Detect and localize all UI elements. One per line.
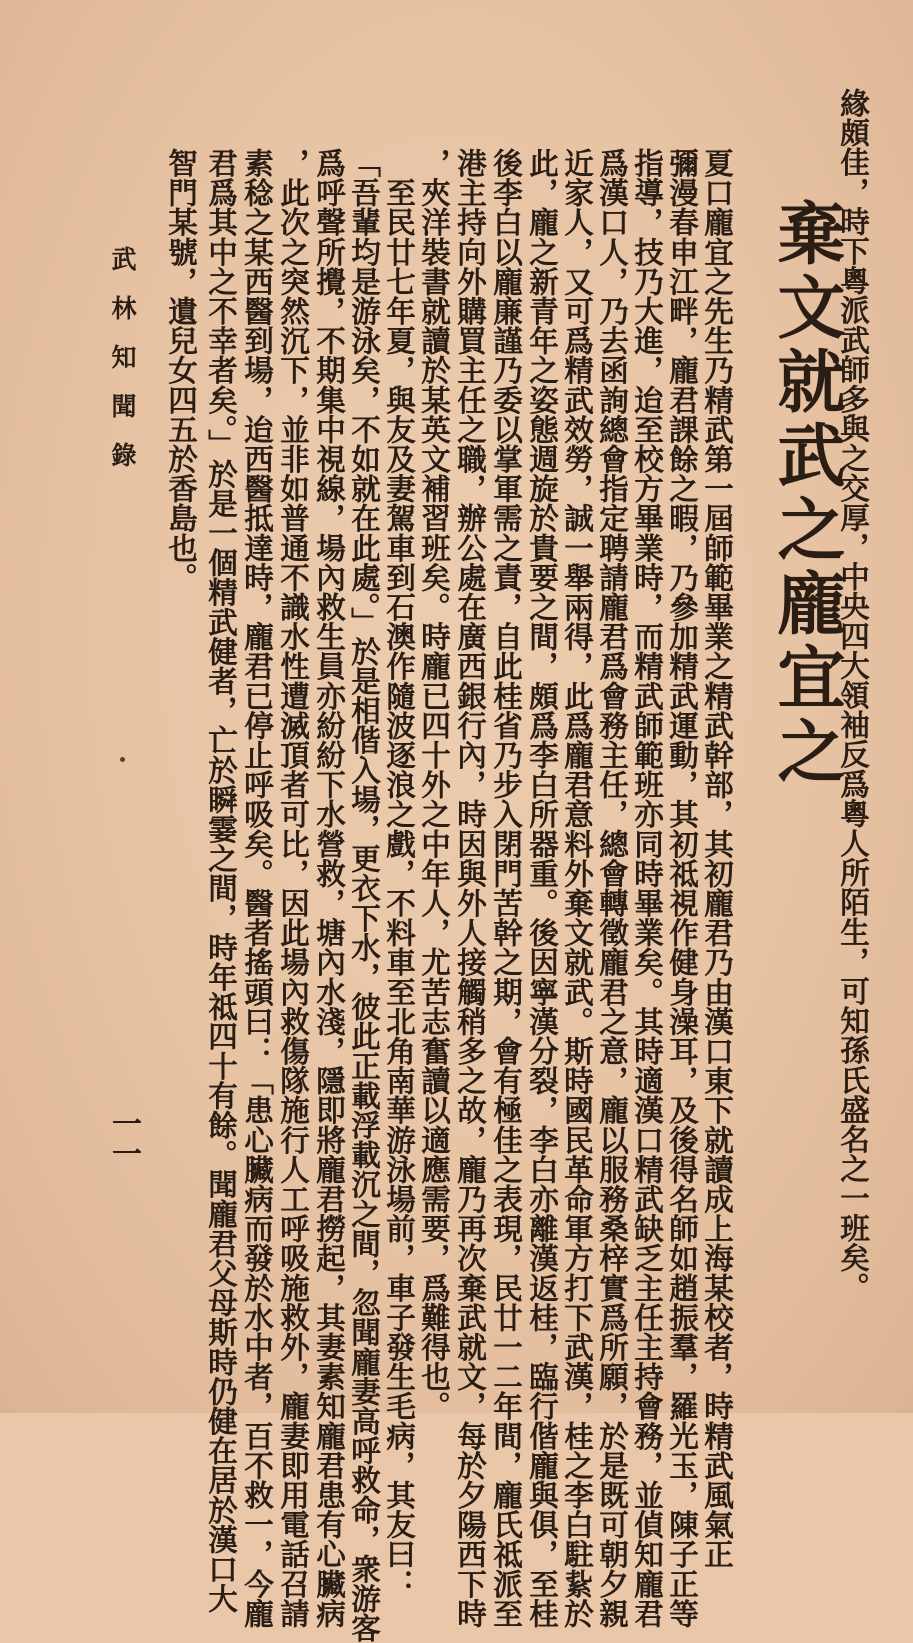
page-number: 一一 xyxy=(106,1108,141,1168)
text-column-5: 近家人，又可爲精武效勞，誠一舉兩得，此爲龐君意料外棄文就武。斯時國民革命軍方打下武漢，桂之李白駐紥於 xyxy=(560,148,595,1628)
text-column-2: 彌漫春申江畔，龐君課餘之暇，乃參加精武運動，其初祗視作健身澡耳，及後得名師如趙振羣，羅光玉，陳子正等 xyxy=(665,148,700,1628)
text-column-1: 夏口龐宜之先生乃精武第一屆師範畢業之精武幹部，其初龐君乃由漢口東下就讀成上海某校者，時精武風氣正 xyxy=(700,148,735,1569)
text-column-4: 爲漢口人，乃去函詢總會指定聘請龐君爲會務主任，總會轉徵龐君之意，龐以服務桑梓實爲所願，於是既可朝夕親 xyxy=(595,148,630,1628)
text-column-8: 港主持向外購買主任之職，辦公處在廣西銀行內，時因與外人接觸稍多之故，龐乃再次棄武就文，每於夕陽西下時 xyxy=(453,148,488,1628)
article-title: 棄文就武之龐宜之 xyxy=(766,198,846,790)
text-column-9: ，夾洋裝書就讀於某英文補習班矣。時龐已四十外之中年人，尤苦志奮讀以適應需要，爲難得也。 xyxy=(417,148,452,1421)
text-column-11: 「吾輩均是游泳矣，不如就在此處。」於是相偕入場，更衣下水，彼此正載浮載沉之間，忽聞龐妻高呼救命，衆游客 xyxy=(347,148,382,1643)
continued-text-column: 緣頗佳，時下粵派武師多與之交厚，中央四大領袖反爲粵人所陌生，可知孫氏盛名之一班矣。 xyxy=(836,88,871,1302)
text-column-7: 後李白以龐廉謹乃委以掌軍需之責，自此桂省乃步入閉門苦幹之期，會有極佳之表現，民廿一二年間，龐氏祗派至 xyxy=(489,148,524,1628)
running-title: 武林知聞錄 xyxy=(108,246,137,491)
text-column-10: 至民廿七年夏，與友及妻駕車到石澳作隨波逐浪之戲，不料車至北角南華游泳場前，車子發生毛病，其友曰： xyxy=(382,148,417,1599)
text-column-6: 此，龐之新青年之姿態週旋於貴要之間，頗爲李白所器重。後因寧漢分裂，李白亦離漢返桂，臨行偕龐與俱，至桂 xyxy=(525,148,560,1628)
ink-dot xyxy=(120,757,125,762)
text-column-15: 君爲其中之不幸者矣。」於是一個精武健者，亡於瞬霎之間，時年祗四十有餘。聞龐君父母斯時仍健在居於漢口大 xyxy=(204,148,239,1614)
text-column-14: 素稔之某西醫到場，迨西醫抵達時，龐君已停止呼吸矣。醫者搖頭曰：「患心臟病而發於水中者，百不救一，今龐 xyxy=(240,148,275,1628)
text-column-16: 智門某號，遺兒女四五於香島也。 xyxy=(164,148,199,592)
text-column-12: 爲呼聲所攪，不期集中視線，場內救生員亦紛紛下水營救，塘內水淺，隱即將龐君撈起，其妻素知龐君患有心臟病 xyxy=(312,148,347,1628)
text-column-13: ，此次之突然沉下，並非如普通不識水性遭滅頂者可比，因此場內救傷隊施行人工呼吸施救外，龐妻即用電話召請 xyxy=(276,148,311,1628)
text-column-3: 指導，技乃大進，迨至校方畢業時，而精武師範班亦同時畢業矣。其時適漢口精武缺乏主任主持會務，並偵知龐君 xyxy=(630,148,665,1628)
